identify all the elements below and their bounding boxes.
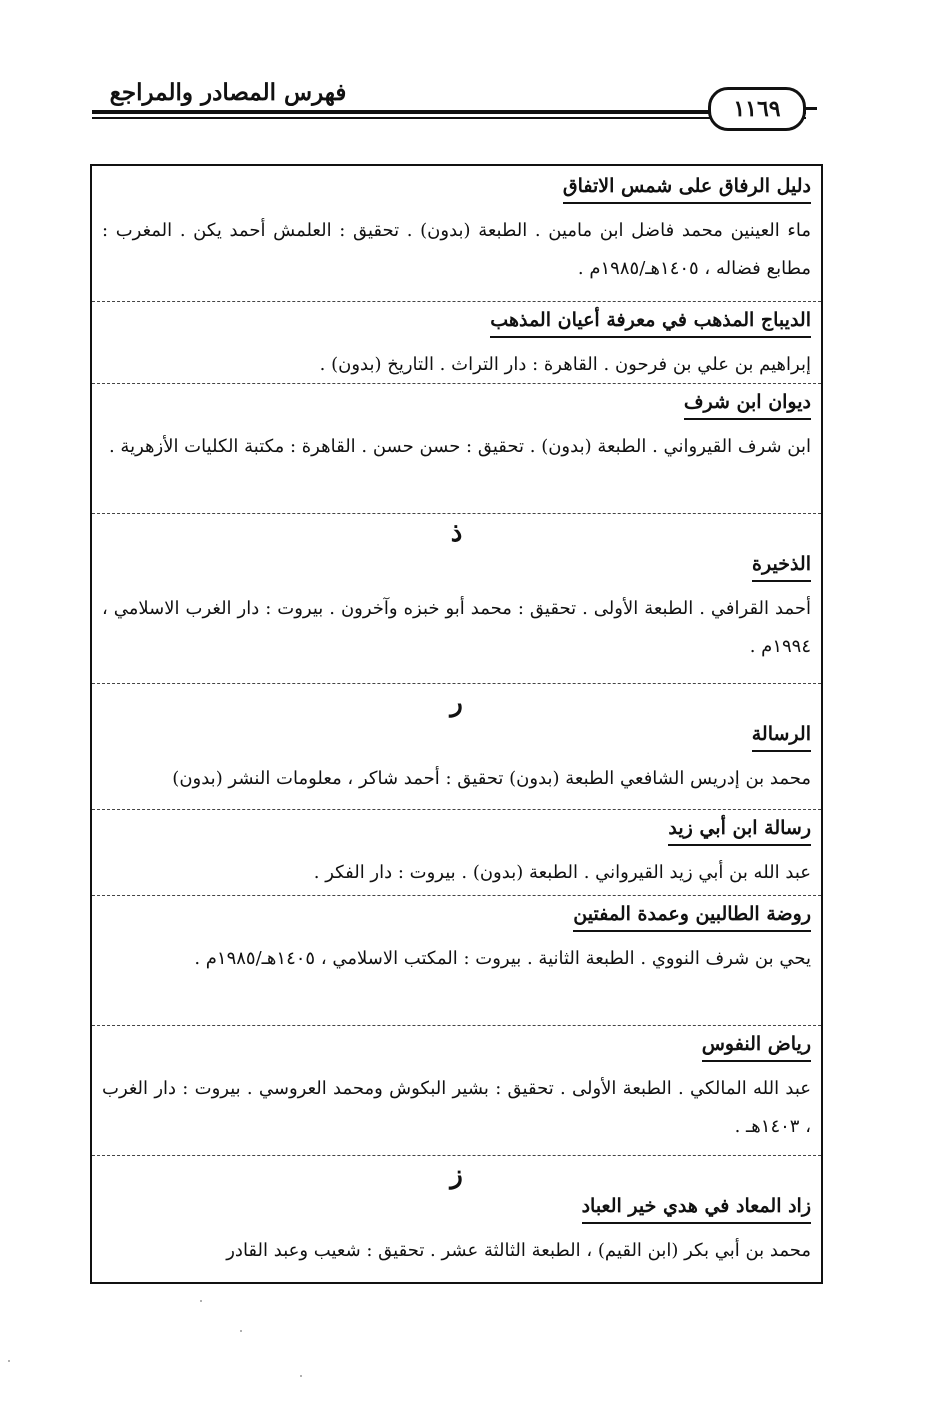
entry-title: روضة الطالبين وعمدة المفتين (573, 900, 811, 932)
entry-body: محمد بن أبي بكر (ابن القيم) ، الطبعة الثالثة عشر . تحقيق : شعيب وعبد القادر (226, 1240, 811, 1261)
header-rule-thin (92, 117, 806, 119)
entry-title: رسالة ابن أبي زيد (668, 814, 811, 846)
entry-body: ماء العينين محمد فاضل ابن مامين . الطبعة (بدون) . تحقيق : العلمش أحمد يكن . المغرب : مطابع فضاله ، ١٤٠٥هـ/١٩٨٥م . (102, 220, 811, 279)
running-title: فهرس المصادر والمراجع (109, 79, 347, 106)
bibliography-entry (92, 810, 821, 896)
entry-body: أحمد القرافي . الطبعة الأولى . تحقيق : محمد أبو خبزه وآخرون . بيروت : دار الغرب الاسلامي ، ١٩٩٤م . (102, 598, 811, 657)
entry-title: الذخيرة (752, 550, 811, 582)
entry-title: رياض النفوس (702, 1030, 811, 1062)
bibliography-entry (92, 684, 821, 810)
entry-body: إبراهيم بن علي بن فرحون . القاهرة : دار التراث . التاريخ (بدون) . (319, 354, 811, 375)
entry-body: يحي بن شرف النووي . الطبعة الثانية . بيروت : المكتب الاسلامي ، ١٤٠٥هـ/١٩٨٥م . (194, 948, 811, 969)
bibliography-entry (92, 166, 821, 302)
letter-heading: ذ (450, 518, 463, 548)
entry-title: زاد المعاد في هدي خير العباد (582, 1192, 811, 1224)
entry-title: ديوان ابن شرف (684, 388, 811, 420)
bibliography-entry (92, 1026, 821, 1156)
bibliography-entry (92, 896, 821, 1026)
entry-body: عبد الله المالكي . الطبعة الأولى . تحقيق : بشير البكوش ومحمد العروسي . بيروت : دار الغرب ، ١٤٠٣هـ . (102, 1078, 811, 1137)
bibliography-entry (92, 384, 821, 514)
bibliography-entry (92, 302, 821, 384)
bibliography-entry (92, 1156, 821, 1284)
scan-speck (300, 1375, 302, 1377)
page-number: ١١٦٩ (708, 87, 806, 131)
entry-body: ابن شرف القيرواني . الطبعة (بدون) . تحقيق : حسن حسن . القاهرة : مكتبة الكليات الأزهرية . (108, 436, 811, 457)
entry-body: محمد بن إدريس الشافعي الطبعة (بدون) تحقيق : أحمد شاكر ، معلومات النشر (بدون) (172, 768, 811, 789)
entry-title: دليل الرفاق على شمس الاتفاق (563, 172, 811, 204)
entry-title: الديباج المذهب في معرفة أعيان المذهب (490, 306, 811, 338)
entry-body: عبد الله بن أبي زيد القيرواني . الطبعة (بدون) . بيروت : دار الفكر . (313, 862, 811, 883)
scan-speck (200, 1300, 202, 1302)
letter-heading: ر (450, 688, 463, 718)
scan-speck (240, 1330, 242, 1332)
header-rule-thick (92, 110, 806, 114)
page-header (0, 0, 941, 140)
scan-speck (8, 1360, 10, 1362)
entry-title: الرسالة (752, 720, 811, 752)
bibliography-frame (90, 164, 823, 1284)
letter-heading: ز (450, 1160, 463, 1190)
bibliography-entry (92, 514, 821, 684)
